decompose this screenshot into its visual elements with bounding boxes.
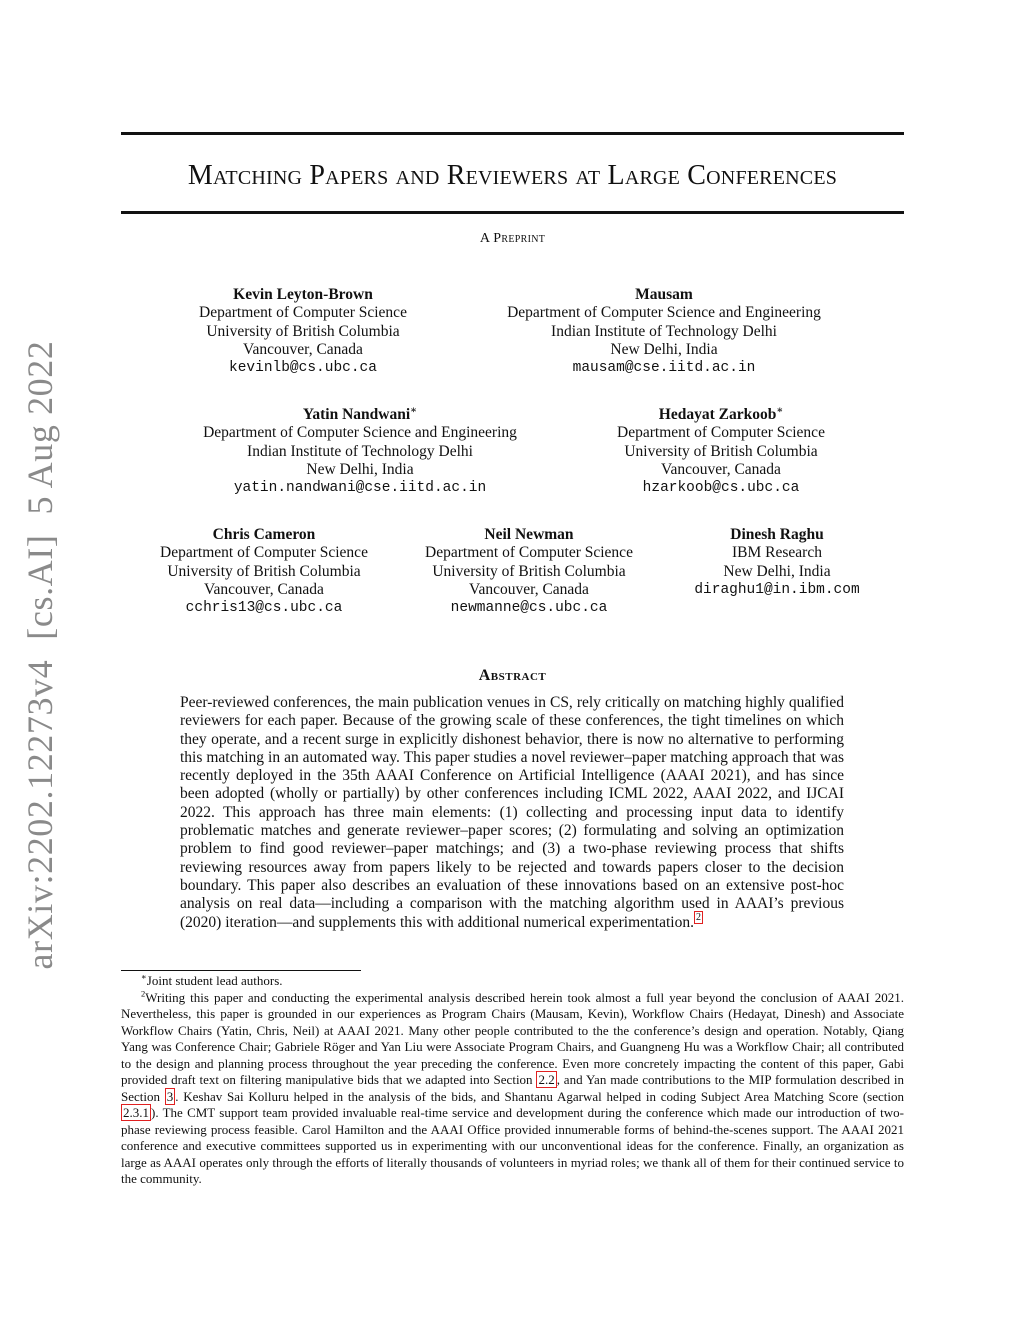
arxiv-date: 5 Aug 2022 <box>20 340 60 515</box>
footnote-2 <box>121 990 904 1188</box>
author-dept: IBM Research <box>732 544 822 562</box>
author-location: Vancouver, Canada <box>204 580 324 598</box>
author-email[interactable]: hzarkoob@cs.ubc.ca <box>642 480 800 497</box>
author-name: Hedayat Zarkoob <box>658 406 777 423</box>
abstract-text: Peer-reviewed conferences, the main publication venues in CS, rely critically on matching highly qualified reviewers for each paper. Because of the growing scale of these conferences, the tight timelines on which they operate, and a recent surge in explicitly dishonest behavior, there is now no alternative to performing this matching in an automated way. This paper studies a novel reviewer–paper matching approach that was recently deployed in the 35th AAAI Conference on Artificial Intelligence (AAAI 2021), and has since been adopted (wholly or partially) by other conferences including ICML 2022, AAAI 2022, and IJCAI 2022. This approach has three main elements: (1) collecting and processing input data to identify problematic matches and generate reviewer–paper scores; (2) formulating and solving an optimization problem to find good reviewer–paper matchings; and (3) a two-phase reviewing process that shifts reviewing resources away from papers likely to be rejected and towards papers closer to the decision boundary. This paper also describes an evaluation of these innovations based on an extensive post-hoc analysis on real data—including a comparison with the matching algorithm used in AAAI’s previous (2020) iteration—and supplements this with additional numerical experimentation. <box>180 694 844 931</box>
author-name: Neil Newman <box>484 526 574 543</box>
author-name: Kevin Leyton-Brown <box>233 286 373 303</box>
author-dept: Department of Computer Science <box>160 544 368 562</box>
author-email[interactable]: mausam@cse.iitd.ac.in <box>572 360 756 377</box>
author-location: New Delhi, India <box>610 340 718 358</box>
title-bottom-rule <box>121 211 904 214</box>
author-footnote-mark: ∗ <box>410 404 418 416</box>
author-dept: Department of Computer Science <box>617 424 825 442</box>
author-block <box>617 406 825 497</box>
author-email[interactable]: diraghu1@in.ibm.com <box>694 581 860 598</box>
section-link[interactable]: 2.3.1 <box>123 1105 149 1120</box>
author-location: New Delhi, India <box>306 460 414 478</box>
footnotes <box>121 973 904 1188</box>
author-name: Mausam <box>635 286 693 303</box>
footnote-mark: ∗ <box>141 971 147 982</box>
author-email[interactable]: kevinlb@cs.ubc.ca <box>229 360 377 377</box>
author-inst: University of British Columbia <box>206 322 400 340</box>
section-link[interactable]: 3 <box>166 1088 174 1104</box>
author-name: Dinesh Raghu <box>730 526 824 543</box>
author-inst: University of British Columbia <box>624 442 818 460</box>
footnote-text: . Keshav Sai Kolluru helped in the analysis of the bids, and Shantanu Agarwal helped in coding Subject Area Matching Score (section <box>175 1088 904 1104</box>
author-dept: Department of Computer Science <box>199 304 407 322</box>
footnote-text: ). The CMT support team provided invaluable real-time service and development during the conference which made our introduction of two-phase reviewing process feasible. Carol Hamilton and the AAAI Office provided innumerable forms of behind-the-scenes support. The AAAI 2021 conference and executive committees supported us in experimenting with our unconventional ideas for the conference. Finally, an organization as large as AAAI operates only through the efforts of literally thousands of volunteers in myriad roles; we thank all of them for their continued service to the community. <box>121 1105 904 1186</box>
author-inst: University of British Columbia <box>167 562 361 580</box>
author-dept: Department of Computer Science <box>425 544 633 562</box>
title-top-rule <box>121 132 904 135</box>
footnote-mark: 2 <box>141 988 146 999</box>
author-email[interactable]: yatin.nandwani@cse.iitd.ac.in <box>233 480 487 497</box>
author-inst: Indian Institute of Technology Delhi <box>247 442 473 460</box>
arxiv-id: arXiv:2202.12273v4 <box>20 659 60 970</box>
author-name: Yatin Nandwani <box>302 406 411 423</box>
paper-title: Matching Papers and Reviewers at Large Conferences <box>187 160 838 191</box>
footnote-1 <box>121 973 904 990</box>
author-footnote-mark: ∗ <box>776 404 784 416</box>
author-location: Vancouver, Canada <box>661 460 781 478</box>
section-link[interactable]: 2.2 <box>538 1072 555 1087</box>
author-inst: University of British Columbia <box>432 562 626 580</box>
arxiv-stamp <box>19 321 61 970</box>
arxiv-category: [cs.AI] <box>20 534 60 640</box>
author-block <box>694 526 859 599</box>
footnote-text: Writing this paper and conducting the experimental analysis described herein took almost a full year beyond the conclusion of AAAI 2021. Nevertheless, this paper is grounded in our experiences as Program Chairs (Mausam, Kevin), Workflow Chairs (Hedayat, Dinesh) and Associate Workflow Chairs (Yatin, Chris, Neil) at AAAI 2021. Many other people contributed to the the conference’s design and operation. Notably, Qiang Yang was Conference Chair; Gabriele Röger and Yan Liu were Associate Program Chairs, and Guangneng Hu was a Workflow Chair; all contributed to the design and planning process throughout the year preceding the conference. Even more concretely impacting the content of this paper, Gabi provided draft text on filtering manipulative bids that we adapted into Section <box>121 989 904 1087</box>
preprint-label: A Preprint <box>479 231 546 246</box>
author-location: Vancouver, Canada <box>243 340 363 358</box>
author-location: Vancouver, Canada <box>469 580 589 598</box>
author-block <box>160 526 368 617</box>
author-inst: New Delhi, India <box>723 562 831 580</box>
author-dept: Department of Computer Science and Engineering <box>203 424 517 442</box>
author-inst: Indian Institute of Technology Delhi <box>551 322 777 340</box>
author-block <box>203 406 517 497</box>
author-email[interactable]: cchris13@cs.ubc.ca <box>185 600 343 617</box>
footnote-link[interactable]: 2 <box>695 912 701 924</box>
abstract-heading: Abstract <box>478 667 547 684</box>
footnote-text: Joint student lead authors. <box>146 973 283 988</box>
author-email[interactable]: newmanne@cs.ubc.ca <box>450 600 608 617</box>
author-block <box>507 286 821 377</box>
abstract-body <box>180 694 844 932</box>
footnote-text: , and Yan made contributions to the MIP formulation described in Section <box>121 1072 904 1104</box>
author-dept: Department of Computer Science and Engineering <box>507 304 821 322</box>
author-name: Chris Cameron <box>212 526 316 543</box>
footnote-rule <box>121 970 361 971</box>
author-block <box>425 526 633 617</box>
author-block <box>199 286 407 377</box>
